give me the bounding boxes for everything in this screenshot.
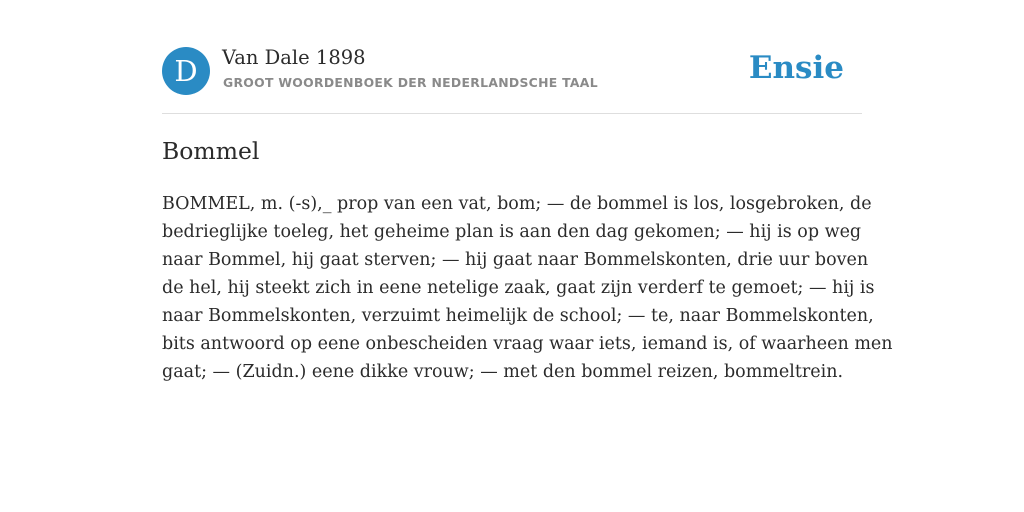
divider bbox=[162, 113, 862, 114]
definition-line: de hel, hij steekt zich in eene netelige zaak, gaat zijn verderf te gemoet; — hij is bbox=[162, 278, 875, 298]
page-title: Bommel bbox=[162, 137, 260, 165]
dictionary-title[interactable]: Van Dale 1898 bbox=[222, 46, 366, 69]
dictionary-logo[interactable]: D bbox=[162, 47, 210, 95]
ensie-logo[interactable]: Ensie bbox=[748, 50, 844, 86]
definition-line: BOMMEL, m. (-s),_ prop van een vat, bom; — de bommel is los, losgebroken, de bbox=[162, 194, 872, 214]
dictionary-subtitle: GROOT WOORDENBOEK DER NEDERLANDSCHE TAAL bbox=[223, 75, 598, 90]
definition-line: gaat; — (Zuidn.) eene dikke vrouw; — met den bommel reizen, bommeltrein. bbox=[162, 362, 844, 382]
definition-line: naar Bommelskonten, verzuimt heimelijk de school; — te, naar Bommelskonten, bbox=[162, 306, 874, 326]
definition-line: bedrieglijke toeleg, het geheime plan is aan den dag gekomen; — hij is op weg bbox=[162, 222, 862, 242]
definition-line: naar Bommel, hij gaat sterven; — hij gaat naar Bommelskonten, drie uur boven bbox=[162, 250, 869, 270]
header bbox=[162, 46, 862, 96]
definition-line: bits antwoord op eene onbescheiden vraag waar iets, iemand is, of waarheen men bbox=[162, 334, 893, 354]
definition-text bbox=[162, 190, 893, 386]
